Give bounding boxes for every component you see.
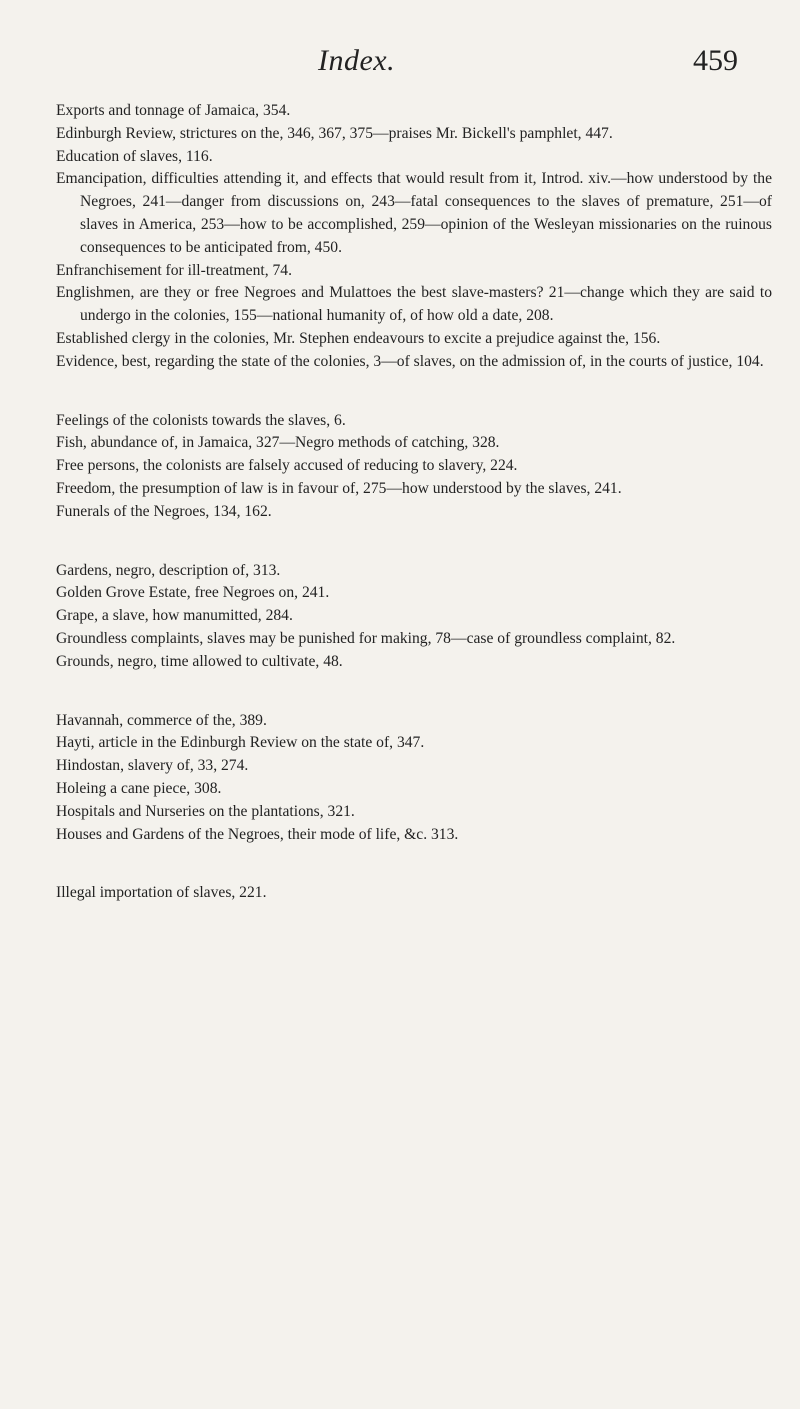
index-entry: Holeing a cane piece, 308.	[56, 779, 222, 797]
index-entry: Emancipation, difficulties attending it, and effects that would result from it, Introd. xiv.—how understood by the Negroes, 241—danger from discussions on, 243—fatal consequences to the slaves of premature, 251—of slaves in America, 253—how to be accomplished, 259—opinion of the Wesleyan missionaries on the ruinous consequences to be anticipated from, 450.	[56, 170, 772, 256]
index-entry: Grape, a slave, how manumitted, 284.	[56, 607, 293, 625]
index-entry: Illegal importation of slaves, 221.	[56, 884, 267, 902]
index-entry: Houses and Gardens of the Negroes, their mode of life, &c. 313.	[56, 825, 459, 843]
index-entry: Englishmen, are they or free Negroes and Mulattoes the best slave-masters? 21—change which they are said to undergo in the colonies, 155—national humanity of, of how old a date, 208.	[56, 284, 772, 325]
index-entry: Enfranchisement for ill-treatment, 74.	[56, 261, 292, 279]
running-title: Index.	[318, 44, 396, 77]
index-entry: Evidence, best, regarding the state of the colonies, 3—of slaves, on the admission of, in the courts of justice, 104.	[56, 352, 764, 370]
index-entry: Exports and tonnage of Jamaica, 354.	[56, 102, 291, 119]
index-entry: Golden Grove Estate, free Negroes on, 241.	[56, 584, 330, 602]
index-section	[56, 710, 772, 847]
index-entry: Established clergy in the colonies, Mr. Stephen endeavours to excite a prejudice against the, 156.	[56, 329, 661, 347]
index-entry: Edinburgh Review, strictures on the, 346, 367, 375—praises Mr. Bickell's pamphlet, 447.	[56, 124, 613, 142]
index-entry: Feelings of the colonists towards the slaves, 6.	[56, 411, 346, 429]
index-entry: Fish, abundance of, in Jamaica, 327—Negro methods of catching, 328.	[56, 434, 500, 452]
index-entry: Hayti, article in the Edinburgh Review on the state of, 347.	[56, 734, 425, 752]
index-entries	[56, 100, 772, 905]
page-number: 459	[693, 44, 738, 77]
index-entry: Gardens, negro, description of, 313.	[56, 561, 281, 579]
index-entry: Freedom, the presumption of law is in favour of, 275—how understood by the slaves, 241.	[56, 479, 622, 497]
index-entry: Education of slaves, 116.	[56, 147, 213, 165]
index-section	[56, 100, 772, 374]
index-entry: Funerals of the Negroes, 134, 162.	[56, 502, 272, 520]
index-entry: Hindostan, slavery of, 33, 274.	[56, 757, 249, 775]
index-entry: Havannah, commerce of the, 389.	[56, 711, 267, 729]
page-header	[0, 44, 800, 84]
index-section	[56, 560, 772, 674]
index-entry: Hospitals and Nurseries on the plantations, 321.	[56, 802, 355, 820]
index-entry: Groundless complaints, slaves may be punished for making, 78—case of groundless complaint, 82.	[56, 629, 676, 647]
index-section	[56, 410, 772, 524]
index-section	[56, 882, 772, 905]
index-entry: Free persons, the colonists are falsely accused of reducing to slavery, 224.	[56, 457, 518, 475]
index-entry: Grounds, negro, time allowed to cultivate, 48.	[56, 652, 343, 670]
